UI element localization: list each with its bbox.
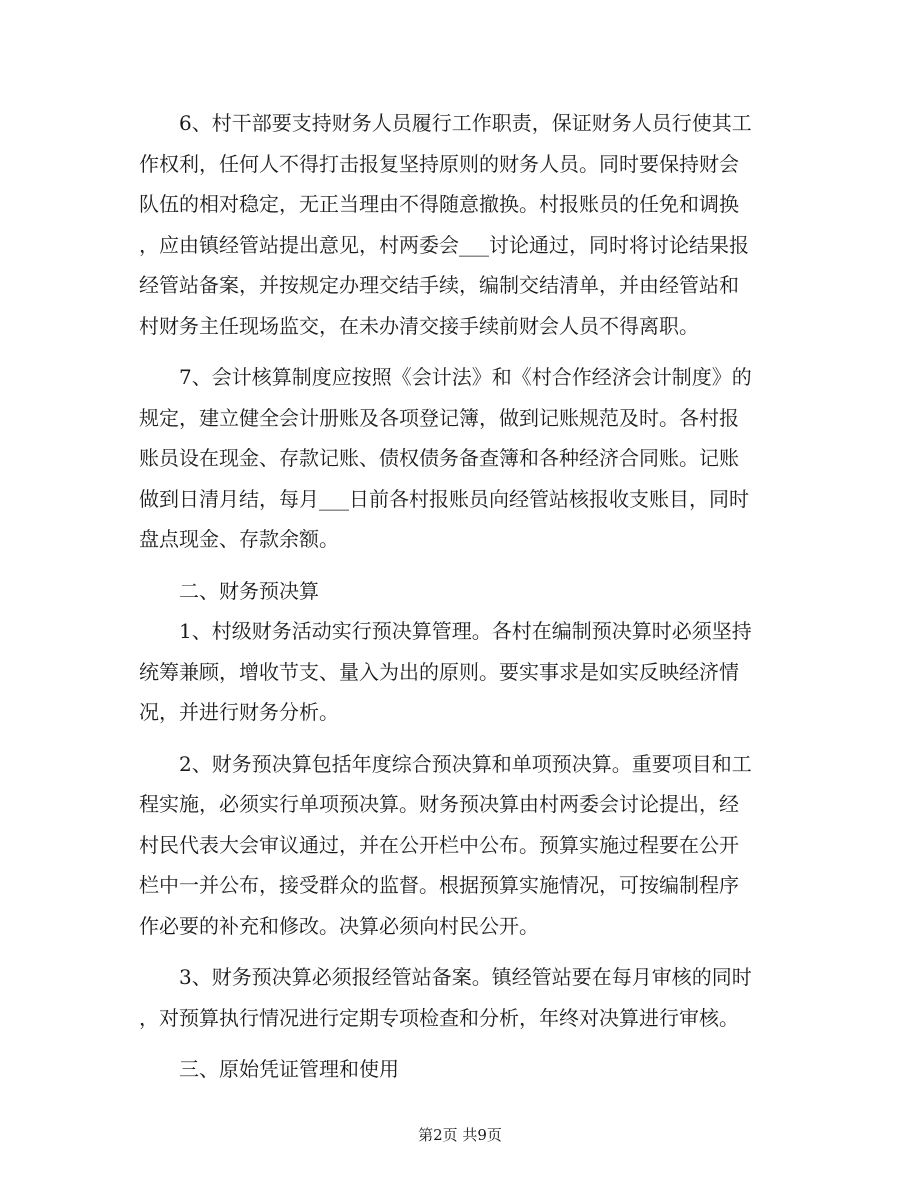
text-line: 二、财务预决算 bbox=[179, 578, 319, 603]
section-heading-vouchers bbox=[139, 1049, 787, 1090]
text-line: 账员设在现金、存款记账、债权债务备查簿和各种经济合同账。记账 bbox=[139, 446, 739, 470]
paragraph-budget-2 bbox=[139, 744, 787, 947]
text-line: 做到日清月结，每月___日前各村报账员向经管站核报收支账目，同时 bbox=[139, 486, 749, 511]
text-line: 村民代表大会审议通过，并在公开栏中公布。预算实施过程要在公开 bbox=[139, 832, 739, 857]
paragraph-item-7 bbox=[139, 357, 787, 560]
text-line: 况，并进行财务分析。 bbox=[139, 700, 339, 724]
text-line: 程实施，必须实行单项预决算。财务预决算由村两委会讨论提出，经 bbox=[139, 792, 739, 816]
section-heading-budget bbox=[139, 571, 787, 612]
text-line: 栏中一并公布，接受群众的监督。根据预算实施情况，可按编制程序 bbox=[139, 873, 739, 897]
text-line: ，应由镇经管站提出意见，村两委会___讨论通过，同时将讨论结果报 bbox=[139, 232, 749, 257]
text-line: 1、村级财务活动实行预决算管理。各村在编制预决算时必须坚持 bbox=[179, 619, 752, 643]
text-line: 统筹兼顾，增收节支、量入为出的原则。要实事求是如实反映经济情 bbox=[139, 659, 739, 684]
text-line: 村财务主任现场监交，在未办清交接手续前财会人员不得离职。 bbox=[139, 313, 699, 338]
document-body bbox=[139, 103, 787, 1090]
text-line: ，对预算执行情况进行定期专项检查和分析，年终对决算进行审核。 bbox=[139, 1005, 739, 1030]
text-line: 规定，建立健全会计册账及各项登记簿，做到记账规范及时。各村报 bbox=[139, 405, 739, 430]
text-line: 3、财务预决算必须报经管站备案。镇经管站要在每月审核的同时 bbox=[179, 965, 752, 989]
text-line: 三、原始凭证管理和使用 bbox=[179, 1057, 399, 1081]
text-line: 7、会计核算制度应按照《会计法》和《村合作经济会计制度》的 bbox=[179, 365, 752, 389]
text-line: 经管站备案，并按规定办理交结手续，编制交结清单，并由经管站和 bbox=[139, 273, 739, 297]
text-line: 盘点现金、存款余额。 bbox=[139, 527, 339, 551]
text-line: 6、村干部要支持财务人员履行工作职责，保证财务人员行使其工 bbox=[179, 111, 752, 135]
text-line: 队伍的相对稳定，无正当理由不得随意撤换。村报账员的任免和调换 bbox=[139, 192, 739, 216]
text-line: 作权利，任何人不得打击报复坚持原则的财务人员。同时要保持财会 bbox=[139, 151, 739, 176]
text-line: 2、财务预决算包括年度综合预决算和单项预决算。重要项目和工 bbox=[179, 751, 752, 776]
paragraph-item-6 bbox=[139, 103, 787, 346]
paragraph-budget-1 bbox=[139, 611, 787, 733]
text-line: 作必要的补充和修改。决算必须向村民公开。 bbox=[139, 913, 539, 938]
page-number-footer: 第2页 共9页 bbox=[418, 1126, 502, 1144]
paragraph-budget-3 bbox=[139, 957, 787, 1038]
